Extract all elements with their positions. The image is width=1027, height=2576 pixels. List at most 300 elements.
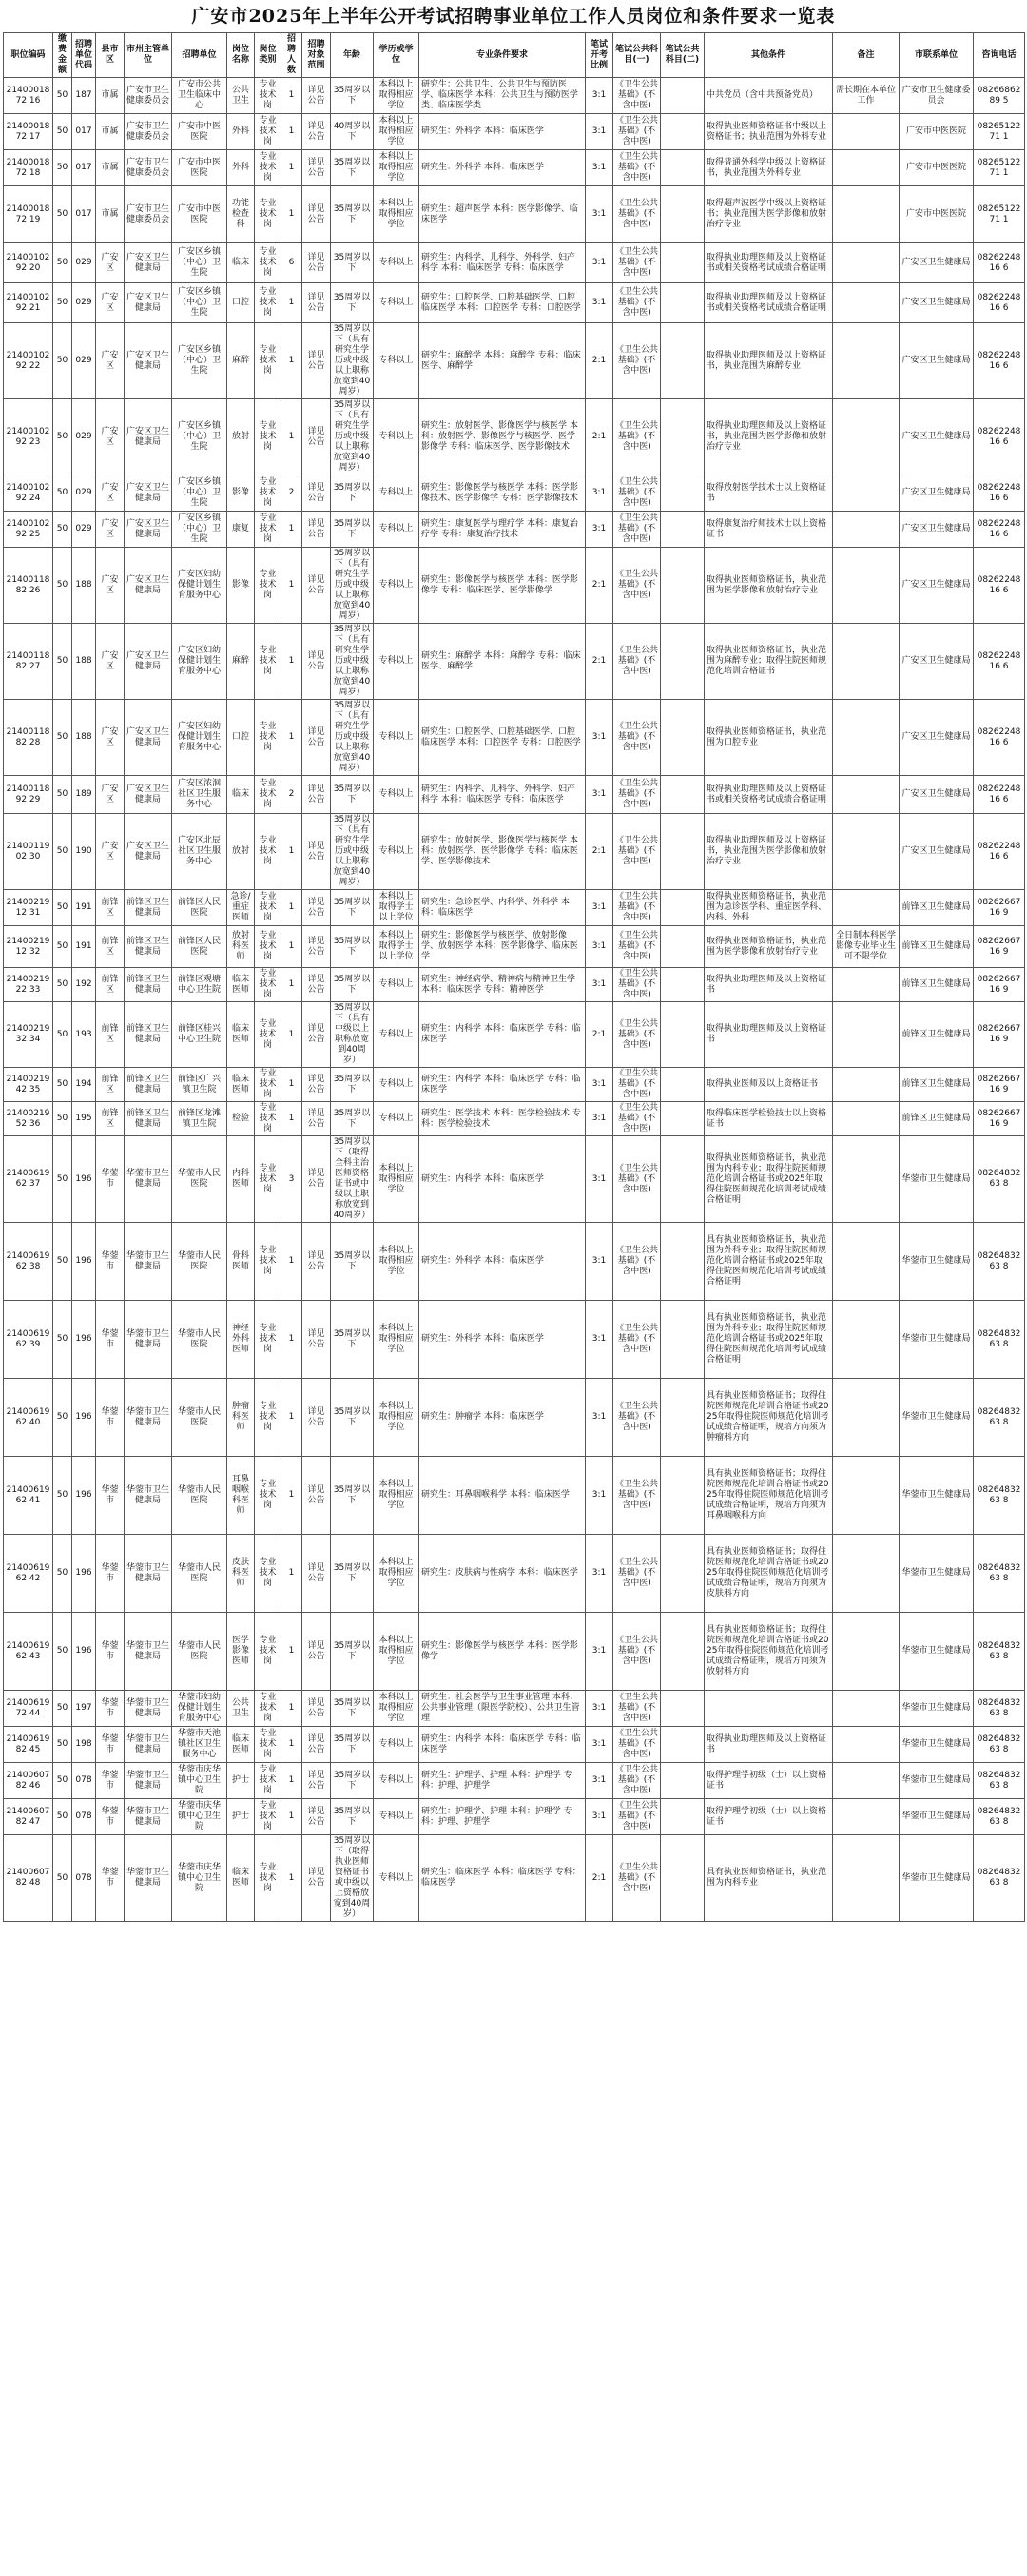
table-cell: 2140001872 16	[4, 78, 53, 114]
table-cell: 35周岁以下	[331, 1068, 374, 1102]
table-cell: 1	[281, 150, 302, 186]
table-cell: 具有执业医师资格证书；取得住院医师规范化培训合格证书或2025年取得住院医师规范化培训考试成绩合格证明，规培方向须为肿瘤科方向	[705, 1379, 833, 1457]
table-cell: 专科以上	[374, 1835, 419, 1922]
table-cell: 专科以上	[374, 1002, 419, 1068]
table-cell: 0826483263 8	[974, 1136, 1025, 1223]
table-cell: 放射	[227, 814, 255, 890]
table-cell: 研究生：内科学、儿科学、外科学、妇产科学 本科：临床医学 专科：临床医学	[419, 776, 586, 814]
table-cell	[661, 624, 705, 700]
table-cell: 专业技术岗	[255, 1613, 281, 1691]
table-cell: 本科以上取得相应学位	[374, 1301, 419, 1379]
table-cell: 取得执业助理医师及以上资格证书，执业范围为麻醉专业	[705, 323, 833, 399]
table-row	[4, 114, 1025, 150]
table-cell: 35周岁以下	[331, 243, 374, 283]
table-cell: 外科	[227, 150, 255, 186]
table-cell: 50	[53, 1535, 72, 1613]
table-cell: 2140011882 28	[4, 700, 53, 776]
table-cell: 0826512271 1	[974, 186, 1025, 243]
table-cell: 取得执业医师资格证书，执业范围为内科专业；取得住院医师规范化培训合格证书或2025年取得住院医师规范化培训考试成绩合格证明	[705, 1136, 833, 1223]
table-cell: 详见公告	[302, 548, 331, 624]
table-cell: 0826224816 6	[974, 475, 1025, 512]
table-cell: 0826483263 8	[974, 1727, 1025, 1763]
table-row	[4, 926, 1025, 968]
table-cell: 前锋区	[96, 890, 125, 926]
table-cell: 具有执业医师资格证书；取得住院医师规范化培训合格证书或2025年取得住院医师规范化培训考试成绩合格证明，规培方向须为放射科方向	[705, 1613, 833, 1691]
table-cell: 专科以上	[374, 968, 419, 1002]
table-cell: 专业技术岗	[255, 1763, 281, 1799]
table-cell: 《卫生公共基础》(不含中医)	[613, 700, 661, 776]
table-cell: 专科以上	[374, 1727, 419, 1763]
table-cell: 广安区浓洄社区卫生服务中心	[172, 776, 227, 814]
column-header: 年龄	[331, 33, 374, 78]
table-cell: 2:1	[586, 323, 613, 399]
table-cell: 取得执业助理医师及以上资格证书	[705, 1002, 833, 1068]
table-cell: 临床医师	[227, 1727, 255, 1763]
column-header: 职位编码	[4, 33, 53, 78]
table-cell: 2140010292 22	[4, 323, 53, 399]
table-cell: 2:1	[586, 1835, 613, 1922]
table-cell: 前锋区	[96, 1068, 125, 1102]
table-cell: 神经外科医师	[227, 1301, 255, 1379]
table-cell: 详见公告	[302, 814, 331, 890]
table-cell: 专科以上	[374, 776, 419, 814]
table-cell: 华蓥市妇幼保健计划生育服务中心	[172, 1691, 227, 1727]
table-row	[4, 1535, 1025, 1613]
table-cell: 《卫生公共基础》(不含中医)	[613, 1002, 661, 1068]
table-cell: 017	[72, 186, 96, 243]
table-cell: 35周岁以下	[331, 475, 374, 512]
table-cell: 35周岁以下	[331, 1102, 374, 1136]
table-cell: 198	[72, 1727, 96, 1763]
table-cell	[833, 1763, 900, 1799]
table-cell: 3:1	[586, 1799, 613, 1835]
table-cell: 0826483263 8	[974, 1535, 1025, 1613]
table-cell: 3:1	[586, 1379, 613, 1457]
table-cell: 详见公告	[302, 399, 331, 475]
table-cell: 影像	[227, 475, 255, 512]
table-cell: 《卫生公共基础》(不含中医)	[613, 926, 661, 968]
table-row	[4, 1136, 1025, 1223]
table-cell: 华蓥市	[96, 1223, 125, 1301]
table-cell: 0826483263 8	[974, 1457, 1025, 1535]
table-cell: 《卫生公共基础》(不含中医)	[613, 323, 661, 399]
table-cell: 35周岁以下	[331, 283, 374, 323]
table-cell: 《卫生公共基础》(不含中医)	[613, 1727, 661, 1763]
table-cell: 华蓥市天池镇社区卫生服务中心	[172, 1727, 227, 1763]
table-cell	[833, 700, 900, 776]
table-cell	[833, 776, 900, 814]
table-cell: 0826266716 9	[974, 890, 1025, 926]
table-cell: 187	[72, 78, 96, 114]
table-cell: 专业技术岗	[255, 475, 281, 512]
table-cell: 详见公告	[302, 1613, 331, 1691]
table-cell: 3:1	[586, 243, 613, 283]
table-cell: 本科以上取得相应学位	[374, 114, 419, 150]
table-cell: 临床	[227, 243, 255, 283]
table-cell: 华蓥市卫生健康局	[125, 1763, 172, 1799]
table-cell: 50	[53, 150, 72, 186]
table-cell: 《卫生公共基础》(不含中医)	[613, 512, 661, 548]
table-cell: 2140021932 34	[4, 1002, 53, 1068]
table-cell: 华蓥市卫生健康局	[900, 1136, 974, 1223]
table-cell: 华蓥市卫生健康局	[900, 1835, 974, 1922]
table-cell: 专业技术岗	[255, 548, 281, 624]
table-cell: 专业技术岗	[255, 1535, 281, 1613]
table-cell: 3:1	[586, 475, 613, 512]
table-row	[4, 1379, 1025, 1457]
table-cell: 前锋区卫生健康局	[125, 968, 172, 1002]
table-cell: 前锋区广兴镇卫生院	[172, 1068, 227, 1102]
table-cell: 2140010292 24	[4, 475, 53, 512]
table-cell: 2140010292 23	[4, 399, 53, 475]
table-cell: 华蓥市卫生健康局	[900, 1223, 974, 1301]
table-cell: 50	[53, 700, 72, 776]
table-cell: 广安区卫生健康局	[125, 700, 172, 776]
table-cell: 0826224816 6	[974, 700, 1025, 776]
table-cell	[833, 475, 900, 512]
table-cell: 2140011882 27	[4, 624, 53, 700]
table-row	[4, 243, 1025, 283]
table-cell: 《卫生公共基础》(不含中医)	[613, 1457, 661, 1535]
table-cell: 研究生：肿瘤学 本科：临床医学	[419, 1379, 586, 1457]
table-cell: 《卫生公共基础》(不含中医)	[613, 548, 661, 624]
table-cell: 本科以上取得相应学位	[374, 78, 419, 114]
table-cell	[661, 1799, 705, 1835]
table-cell	[661, 150, 705, 186]
table-cell: 前锋区卫生健康局	[900, 890, 974, 926]
table-cell: 0826512271 1	[974, 150, 1025, 186]
table-cell	[833, 399, 900, 475]
table-cell: 35周岁以下	[331, 1301, 374, 1379]
table-cell: 康复	[227, 512, 255, 548]
table-cell	[661, 323, 705, 399]
table-cell: 188	[72, 624, 96, 700]
table-cell: 急诊/重症医师	[227, 890, 255, 926]
table-cell: 50	[53, 1068, 72, 1102]
table-cell: 029	[72, 283, 96, 323]
table-cell: 广安市中医医院	[172, 114, 227, 150]
table-cell: 取得临床医学检验技士以上资格证书	[705, 1102, 833, 1136]
table-cell: 专业技术岗	[255, 1799, 281, 1835]
table-cell: 3:1	[586, 700, 613, 776]
table-cell: 广安市公共卫生临床中心	[172, 78, 227, 114]
table-cell: 专业技术岗	[255, 1102, 281, 1136]
table-cell: 《卫生公共基础》(不含中医)	[613, 968, 661, 1002]
table-cell: 专业技术岗	[255, 399, 281, 475]
table-cell	[661, 890, 705, 926]
table-cell: 广安区卫生健康局	[125, 243, 172, 283]
table-cell: 078	[72, 1799, 96, 1835]
table-cell: 2:1	[586, 1002, 613, 1068]
table-cell: 皮肤科医师	[227, 1535, 255, 1613]
table-cell: 3:1	[586, 968, 613, 1002]
table-row	[4, 323, 1025, 399]
table-cell: 具有执业医师资格证书，执业范围为外科专业；取得住院医师规范化培训合格证书或2025年取得住院医师规范化培训考试成绩合格证明	[705, 1223, 833, 1301]
table-cell: 广安区	[96, 512, 125, 548]
table-cell: 取得放射医学技术士以上资格证书	[705, 475, 833, 512]
table-cell: 35周岁以下	[331, 1223, 374, 1301]
table-cell: 放射科医师	[227, 926, 255, 968]
table-cell: 专业技术岗	[255, 1457, 281, 1535]
table-cell: 《卫生公共基础》(不含中医)	[613, 1136, 661, 1223]
table-cell: 35周岁以下	[331, 1613, 374, 1691]
table-cell: 《卫生公共基础》(不含中医)	[613, 475, 661, 512]
table-cell: 详见公告	[302, 1068, 331, 1102]
table-row	[4, 1727, 1025, 1763]
table-cell: 专科以上	[374, 475, 419, 512]
table-cell: 取得护理学初级（士）以上资格证书	[705, 1799, 833, 1835]
table-cell: 前锋区人民医院	[172, 890, 227, 926]
table-cell: 191	[72, 890, 96, 926]
column-header: 市州主管单位	[125, 33, 172, 78]
column-header: 笔试公共科目(二)	[661, 33, 705, 78]
table-cell: 华蓥市卫生健康局	[125, 1835, 172, 1922]
table-cell: 2140060782 48	[4, 1835, 53, 1922]
table-cell: 《卫生公共基础》(不含中医)	[613, 399, 661, 475]
table-cell: 50	[53, 323, 72, 399]
table-cell: 196	[72, 1457, 96, 1535]
table-cell: 研究生：麻醉学 本科：麻醉学 专科：临床医学、麻醉学	[419, 624, 586, 700]
table-cell: 华蓥市人民医院	[172, 1613, 227, 1691]
table-cell	[833, 243, 900, 283]
table-cell: 专业技术岗	[255, 1002, 281, 1068]
table-cell: 取得执业助理医师及以上资格证书或相关资格考试成绩合格证明	[705, 243, 833, 283]
table-cell: 具有执业医师资格证书；取得住院医师规范化培训合格证书或2025年取得住院医师规范化培训考试成绩合格证明，规培方向须为皮肤科方向	[705, 1535, 833, 1613]
table-cell	[661, 1691, 705, 1727]
table-cell: 3:1	[586, 1223, 613, 1301]
table-row	[4, 1613, 1025, 1691]
table-cell: 详见公告	[302, 890, 331, 926]
table-cell: 《卫生公共基础》(不含中医)	[613, 114, 661, 150]
table-cell: 《卫生公共基础》(不含中医)	[613, 1223, 661, 1301]
table-cell: 50	[53, 1136, 72, 1223]
table-cell: 广安区北辰社区卫生服务中心	[172, 814, 227, 890]
table-row	[4, 186, 1025, 243]
table-cell: 功能检查科	[227, 186, 255, 243]
table-cell: 口腔	[227, 700, 255, 776]
table-cell	[661, 548, 705, 624]
table-cell: 0826224816 6	[974, 624, 1025, 700]
table-cell: 0826483263 8	[974, 1379, 1025, 1457]
table-cell: 具有执业医师资格证书；取得住院医师规范化培训合格证书或2025年取得住院医师规范化培训考试成绩合格证明，规培方向须为耳鼻咽喉科方向	[705, 1457, 833, 1535]
table-row	[4, 1799, 1025, 1835]
table-cell: 详见公告	[302, 1002, 331, 1068]
table-cell: 前锋区卫生健康局	[125, 1068, 172, 1102]
column-header: 笔试开考比例	[586, 33, 613, 78]
table-cell: 具有执业医师资格证书，执业范围为外科专业；取得住院医师规范化培训合格证书或2025年取得住院医师规范化培训考试成绩合格证明	[705, 1301, 833, 1379]
table-cell	[833, 890, 900, 926]
table-cell: 广安区卫生健康局	[125, 624, 172, 700]
table-cell: 50	[53, 114, 72, 150]
table-cell: 专业技术岗	[255, 512, 281, 548]
table-cell: 详见公告	[302, 512, 331, 548]
table-cell: 1	[281, 1835, 302, 1922]
table-cell: 广安区	[96, 700, 125, 776]
table-cell: 3:1	[586, 1613, 613, 1691]
column-header: 学历或学位	[374, 33, 419, 78]
table-cell: 2140010292 21	[4, 283, 53, 323]
table-cell: 广安市中医医院	[172, 150, 227, 186]
table-cell	[833, 1223, 900, 1301]
table-cell: 50	[53, 1223, 72, 1301]
table-cell: 专业技术岗	[255, 776, 281, 814]
column-header: 专业条件要求	[419, 33, 586, 78]
table-cell: 详见公告	[302, 1763, 331, 1799]
table-cell: 《卫生公共基础》(不含中医)	[613, 624, 661, 700]
table-cell: 50	[53, 968, 72, 1002]
table-cell: 取得执业医师资格证书，执业范围为口腔专业	[705, 700, 833, 776]
table-cell: 华蓥市卫生健康局	[900, 1727, 974, 1763]
table-cell: 017	[72, 150, 96, 186]
table-cell	[661, 1301, 705, 1379]
table-cell: 2140061962 39	[4, 1301, 53, 1379]
table-cell: 2140021912 32	[4, 926, 53, 968]
table-cell: 0826224816 6	[974, 512, 1025, 548]
table-cell: 临床	[227, 776, 255, 814]
column-header: 县市区	[96, 33, 125, 78]
table-cell: 1	[281, 78, 302, 114]
table-cell: 广安区妇幼保健计划生育服务中心	[172, 700, 227, 776]
table-cell: 0826483263 8	[974, 1613, 1025, 1691]
table-cell: 0826224816 6	[974, 548, 1025, 624]
table-cell: 3:1	[586, 890, 613, 926]
table-cell: 2140021942 35	[4, 1068, 53, 1102]
table-cell: 详见公告	[302, 1535, 331, 1613]
table-cell: 研究生：内科学 本科：临床医学 专科：临床医学	[419, 1727, 586, 1763]
table-cell	[833, 1613, 900, 1691]
table-cell: 2140021922 33	[4, 968, 53, 1002]
table-cell: 专业技术岗	[255, 1068, 281, 1102]
table-cell: 详见公告	[302, 1136, 331, 1223]
table-cell: 1	[281, 186, 302, 243]
table-cell: 190	[72, 814, 96, 890]
table-cell: 广安区妇幼保健计划生育服务中心	[172, 624, 227, 700]
table-cell: 前锋区	[96, 926, 125, 968]
table-cell: 50	[53, 243, 72, 283]
table-cell: 029	[72, 512, 96, 548]
table-cell: 详见公告	[302, 475, 331, 512]
table-cell: 市属	[96, 78, 125, 114]
table-cell	[661, 1379, 705, 1457]
table-cell: 取得执业医师资格证书，执业范围为医学影像和放射治疗专业	[705, 548, 833, 624]
table-cell: 1	[281, 283, 302, 323]
table-cell: 1	[281, 1068, 302, 1102]
table-cell: 研究生：影像医学与核医学 本科：医学影像学	[419, 1613, 586, 1691]
table-cell: 2	[281, 475, 302, 512]
table-cell: 0826224816 6	[974, 814, 1025, 890]
table-cell: 取得执业医师资格证书，执业范围为医学影像和放射治疗专业	[705, 926, 833, 968]
table-cell: 0826483263 8	[974, 1691, 1025, 1727]
table-cell: 华蓥市卫生健康局	[125, 1727, 172, 1763]
table-cell: 0826224816 6	[974, 283, 1025, 323]
table-cell: 0826483263 8	[974, 1301, 1025, 1379]
table-cell: 详见公告	[302, 1379, 331, 1457]
table-cell: 研究生：公共卫生、公共卫生与预防医学、临床医学 本科：公共卫生与预防医学类、临床医学类	[419, 78, 586, 114]
table-cell: 前锋区卫生健康局	[900, 1002, 974, 1068]
table-header	[4, 33, 1025, 78]
table-cell: 临床医师	[227, 968, 255, 1002]
table-cell: 50	[53, 1691, 72, 1727]
table-cell: 3:1	[586, 78, 613, 114]
table-cell: 0826483263 8	[974, 1799, 1025, 1835]
table-cell: 广安市中医医院	[900, 114, 974, 150]
table-cell: 前锋区桂兴中心卫生院	[172, 1002, 227, 1068]
table-cell: 35周岁以下	[331, 968, 374, 1002]
table-cell: 广安区卫生健康局	[900, 399, 974, 475]
table-cell: 研究生：影像医学与核医学、放射影像学、放射医学 本科：医学影像学、临床医学	[419, 926, 586, 968]
table-cell	[833, 150, 900, 186]
table-cell: 50	[53, 1835, 72, 1922]
table-cell: 35周岁以下（具有中级以上职称放宽到40周岁）	[331, 1002, 374, 1068]
table-cell: 取得护理学初级（士）以上资格证书	[705, 1763, 833, 1799]
table-cell: 2140001872 19	[4, 186, 53, 243]
table-cell: 3:1	[586, 283, 613, 323]
table-cell: 50	[53, 1727, 72, 1763]
table-cell: 《卫生公共基础》(不含中医)	[613, 814, 661, 890]
table-cell: 40周岁以下	[331, 114, 374, 150]
table-cell: 临床医师	[227, 1835, 255, 1922]
table-row	[4, 890, 1025, 926]
table-cell: 广安市卫生健康委员会	[125, 186, 172, 243]
table-cell: 专业技术岗	[255, 700, 281, 776]
table-cell: 本科以上取得相应学位	[374, 1535, 419, 1613]
table-cell: 华蓥市	[96, 1727, 125, 1763]
table-row	[4, 475, 1025, 512]
table-cell: 专业技术岗	[255, 243, 281, 283]
table-body	[4, 78, 1025, 1922]
table-cell: 前锋区卫生健康局	[900, 968, 974, 1002]
table-cell	[833, 1727, 900, 1763]
table-cell: 196	[72, 1535, 96, 1613]
table-cell: 专科以上	[374, 399, 419, 475]
table-cell: 市属	[96, 150, 125, 186]
table-cell: 196	[72, 1136, 96, 1223]
table-cell: 取得执业助理医师及以上资格证书	[705, 1727, 833, 1763]
table-cell: 50	[53, 78, 72, 114]
table-cell: 专业技术岗	[255, 1136, 281, 1223]
table-cell: 50	[53, 624, 72, 700]
table-cell: 1	[281, 1002, 302, 1068]
table-cell: 前锋区卫生健康局	[900, 1068, 974, 1102]
table-cell: 华蓥市卫生健康局	[125, 1613, 172, 1691]
table-cell: 专科以上	[374, 323, 419, 399]
table-cell: 2140021912 31	[4, 890, 53, 926]
table-cell: 3:1	[586, 1068, 613, 1102]
table-cell: 市属	[96, 114, 125, 150]
table-cell: 188	[72, 700, 96, 776]
table-cell: 50	[53, 1301, 72, 1379]
table-cell	[661, 1136, 705, 1223]
table-cell: 3:1	[586, 1763, 613, 1799]
table-cell	[661, 1002, 705, 1068]
table-cell: 取得执业医师资格证书，执业范围为麻醉专业；取得住院医师规范化培训合格证书	[705, 624, 833, 700]
table-cell	[661, 1068, 705, 1102]
table-cell	[661, 814, 705, 890]
table-cell: 广安区	[96, 624, 125, 700]
table-cell: 1	[281, 1799, 302, 1835]
table-cell: 188	[72, 548, 96, 624]
table-cell: 017	[72, 114, 96, 150]
table-cell: 192	[72, 968, 96, 1002]
table-cell: 50	[53, 814, 72, 890]
table-cell: 口腔	[227, 283, 255, 323]
table-cell: 研究生：超声医学 本科：医学影像学、临床医学	[419, 186, 586, 243]
table-cell: 《卫生公共基础》(不含中医)	[613, 1763, 661, 1799]
table-cell: 0826224816 6	[974, 323, 1025, 399]
table-cell: 2140001872 17	[4, 114, 53, 150]
table-cell: 029	[72, 475, 96, 512]
table-cell: 广安区卫生健康局	[900, 475, 974, 512]
